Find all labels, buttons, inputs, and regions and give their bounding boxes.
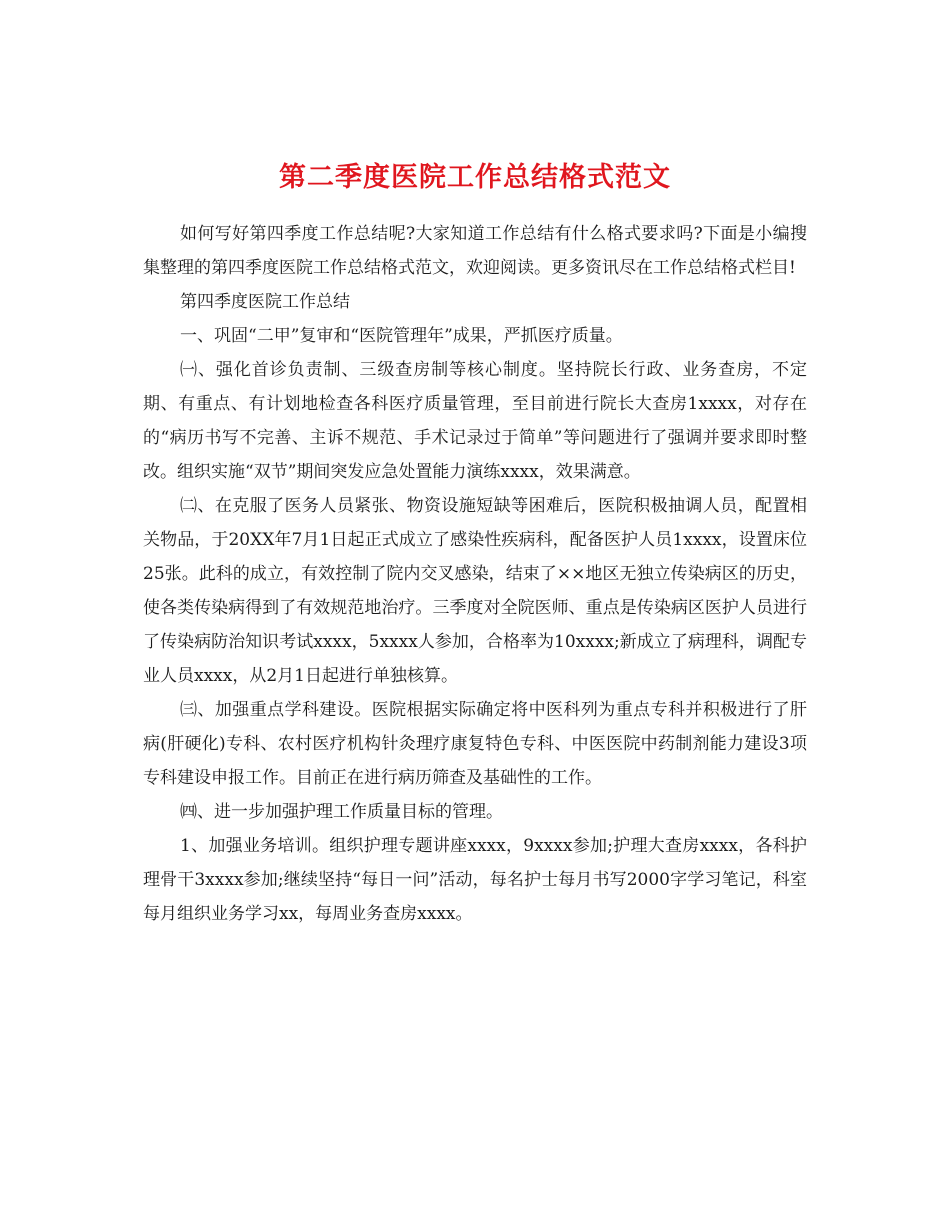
paragraph-subitem-1: 1、加强业务培训。组织护理专题讲座xxxx，9xxxx参加;护理大查房xxxx，各科护理骨干3xxxx参加;继续坚持“每日一问”活动，每名护士每月书写2000字学习笔记，科室每月组织业务学习xx，每周业务查房xxxx。 xyxy=(143,836,807,924)
paragraph-intro: 如何写好第四季度工作总结呢?大家知道工作总结有什么格式要求吗?下面是小编搜集整理的第四季度医院工作总结格式范文，欢迎阅读。更多资讯尽在工作总结格式栏目! xyxy=(143,224,807,278)
document-title: 第二季度医院工作总结格式范文 xyxy=(279,162,671,194)
paragraph-subtitle: 第四季度医院工作总结 xyxy=(180,292,350,312)
document-body xyxy=(143,217,807,931)
paragraph-item-4: ㈣、进一步加强护理工作质量目标的管理。 xyxy=(180,802,503,822)
paragraph-item-1: ㈠、强化首诊负责制、三级查房制等核心制度。坚持院长行政、业务查房，不定期、有重点、有计划地检查各科医疗质量管理，至目前进行院长大查房1xxxx，对存在的“病历书写不完善、主诉不规范、手术记录过于简单”等问题进行了强调并要求即时整改。组织实施“双节”期间突发应急处置能力演练xxxx，效果满意。 xyxy=(143,360,807,482)
paragraph-section-1-heading: 一、巩固“二甲”复审和“医院管理年”成果，严抓医疗质量。 xyxy=(180,326,623,346)
paragraph-item-3: ㈢、加强重点学科建设。医院根据实际确定将中医科列为重点专科并积极进行了肝病(肝硬化)专科、农村医疗机构针灸理疗康复特色专科、中医医院中药制剂能力建设3项专科建设申报工作。目前正在进行病历筛查及基础性的工作。 xyxy=(143,700,807,788)
paragraph-item-2: ㈡、在克服了医务人员紧张、物资设施短缺等困难后，医院积极抽调人员，配置相关物品，于20XX年7月1日起正式成立了感染性疾病科，配备医护人员1xxxx，设置床位25张。此科的成立，有效控制了院内交叉感染，结束了××地区无独立传染病区的历史，使各类传染病得到了有效规范地治疗。三季度对全院医师、重点是传染病区医护人员进行了传染病防治知识考试xxxx，5xxxx人参加，合格率为10xxxx;新成立了病理科，调配专业人员xxxx，从2月1日起进行单独核算。 xyxy=(143,496,807,686)
